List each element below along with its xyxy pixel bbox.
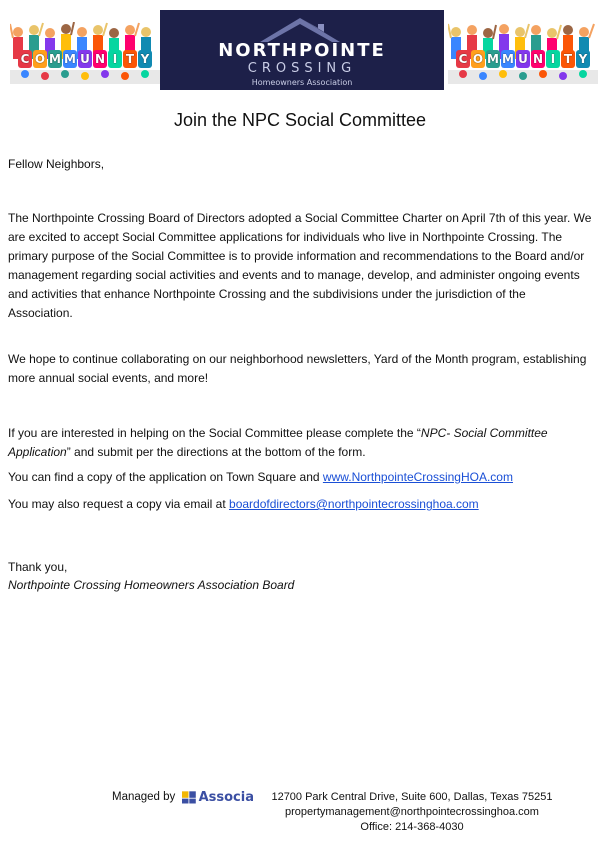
community-letter: M [487,52,499,66]
community-letter: M [49,52,61,66]
community-letter: M [502,52,514,66]
paragraph-application [8,424,592,462]
community-banner-right-image [448,22,598,84]
application-text-before: If you are interested in helping on the Social Committee please complete the “ [8,426,421,440]
footer-email: propertymanagement@northpointecrossinghoa.com [285,806,539,818]
community-letter: U [78,50,92,68]
community-word-right [452,50,594,70]
paragraph-charter: The Northpointe Crossing Board of Directors adopted a Social Committee Charter on April 7th of this year. We are excited to accept Social Committee applications for individuals who live in Northpointe Crossing. The primary purpose of the Social Committee is to provide information and recommendations to the Board and/or management regarding social activities and events and to manage, develop, and administer ongoing events and activities that enhance Northpointe Crossing and the subdivisions under the jurisdiction of the Association. [8,211,592,320]
paragraph-collaboration: We hope to continue collaborating on our neighborhood newsletters, Yard of the Month program, establishing more annual social events, and more! [8,352,587,385]
logo-subtitle: CROSSING [247,61,357,76]
associa-mark-icon [182,788,197,806]
email-line [8,495,592,514]
email-line-text: You may also request a copy via email at [8,497,230,511]
community-letter: T [561,50,575,68]
community-letter: N [94,52,106,66]
community-banner-left-image [10,22,160,84]
copy-line [8,468,592,487]
copy-line-text: You can find a copy of the application on Town Square and [8,470,323,484]
northpointe-logo [160,10,444,90]
application-text-after: ” and submit per the directions at the bottom of the form. [66,445,366,459]
community-letter: I [546,50,560,68]
community-word-left [14,50,156,70]
footer-address: 12700 Park Central Drive, Suite 600, Dallas, Texas 75251 [271,791,553,803]
community-letter: N [532,52,544,66]
logo-name: NORTHPOINTE [218,40,386,61]
logo-association: Homeowners Association [251,78,353,87]
footer-office-phone: Office: 214-368-4030 [360,821,464,833]
community-letter: O [34,52,46,66]
community-letter: M [64,52,76,66]
page-title: Join the NPC Social Committee [173,110,427,130]
footer-address-block [262,790,562,835]
community-letter: C [18,50,32,68]
application-name: NPC- Social Committee Application [8,426,548,459]
closing-thanks: Thank you, [8,560,68,574]
board-email-link[interactable]: boardofdirectors@northpointecrossinghoa.com [229,497,479,511]
page-header [0,0,600,96]
greeting: Fellow Neighbors, [8,157,105,171]
community-letter: C [456,50,470,68]
closing-signature: Northpointe Crossing Homeowners Association Board [8,578,295,592]
associa-logo [182,787,254,807]
community-letter: U [516,50,530,68]
managed-by-label: Managed by [112,791,176,803]
community-letter: Y [576,50,590,68]
associa-name: Associa [198,789,254,805]
community-letter: T [123,50,137,68]
website-link[interactable]: www.NorthpointeCrossingHOA.com [322,470,513,484]
community-letter: Y [138,50,152,68]
community-letter: O [472,52,484,66]
community-letter: I [108,50,122,68]
